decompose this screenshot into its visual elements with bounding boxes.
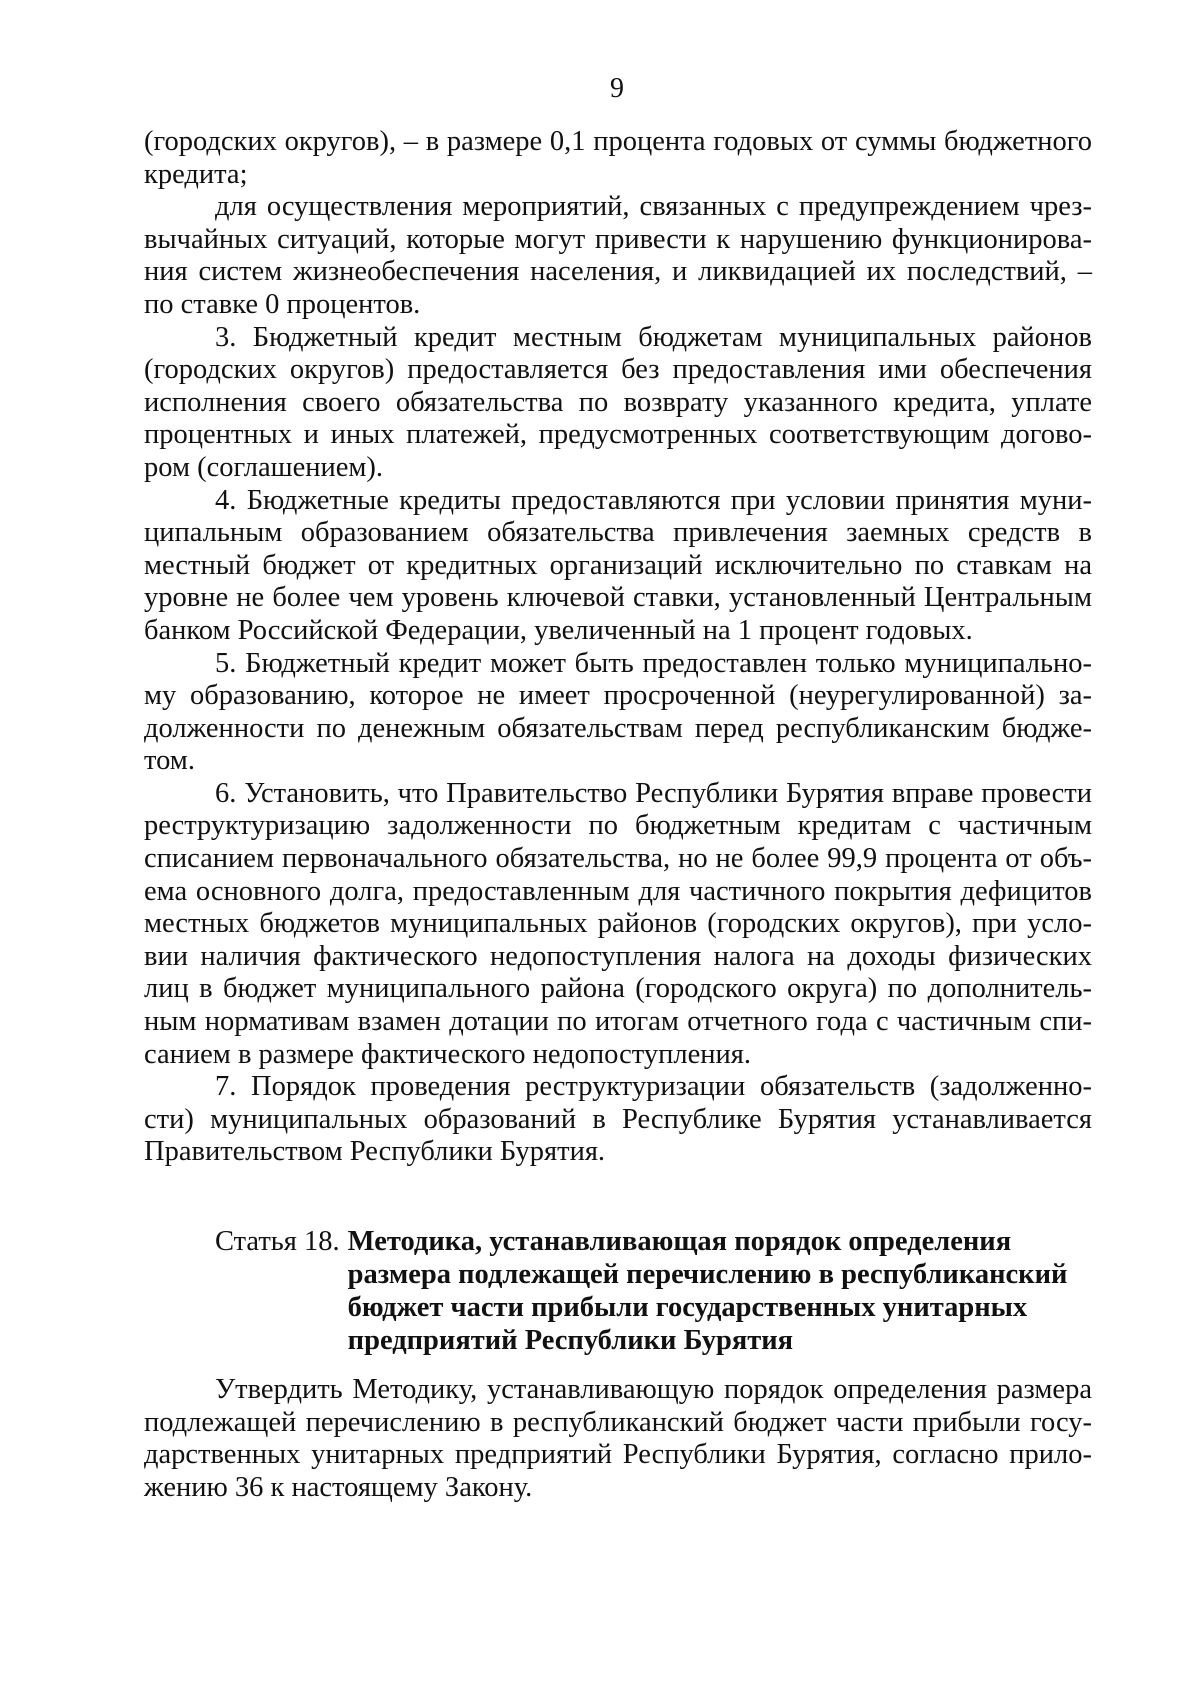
paragraph-5 xyxy=(144,648,1092,778)
text-line: 3. Бюджетный кредит местным бюджетам муниципальных районов xyxy=(215,321,1092,353)
paragraph-7 xyxy=(144,1071,1092,1169)
text-line: 6. Установить, что Правительство Республики Бурятия вправе провести xyxy=(215,777,1092,809)
article-title-line: Методика, устанавливающая порядок определения xyxy=(347,1226,1012,1257)
text-line: банком Российской Федерации, увеличенный на 1 процент годовых. xyxy=(144,614,973,646)
text-line: том. xyxy=(144,745,195,777)
text-line: процентных и иных платежей, предусмотренных соответствующим догово- xyxy=(144,419,1092,451)
text-line: му образованию, которое не имеет просроченной (неурегулированной) за- xyxy=(144,680,1092,712)
article-label: Статья 18. xyxy=(215,1226,340,1257)
text-line: местный бюджет от кредитных организаций исключительно по ставкам на xyxy=(144,549,1092,581)
text-line: вычайных ситуаций, которые могут привести к нарушению функционирова- xyxy=(144,223,1092,255)
text-line: ния систем жизнеобеспечения населения, и ликвидацией их последствий, – xyxy=(144,256,1092,288)
paragraph-3 xyxy=(144,322,1092,485)
article-title-line: бюджет части прибыли государственных унитарных xyxy=(347,1292,1028,1323)
text-line: вии наличия фактического недопоступления налога на доходы физических xyxy=(144,940,1092,972)
text-line: 7. Порядок проведения реструктуризации обязательств (задолженно- xyxy=(215,1071,1092,1103)
article-title xyxy=(348,1225,1068,1357)
text-line: (городских округов), – в размере 0,1 процента годовых от суммы бюджетного xyxy=(144,126,1092,157)
text-line: ром (соглашением). xyxy=(144,451,384,483)
text-line: списанием первоначального обязательства, но не более 99,9 процента от объ- xyxy=(144,843,1092,875)
continuation-paragraph xyxy=(144,126,1092,191)
text-line: кредита; xyxy=(144,158,248,190)
article-title-line: предприятий Республики Бурятия xyxy=(347,1325,794,1356)
text-line: исполнения своего обязательства по возврату указанного кредита, уплате xyxy=(144,386,1092,418)
text-line: уровне не более чем уровень ключевой ставки, установленный Центральным xyxy=(144,582,1092,614)
text-line: жению 36 к настоящему Закону. xyxy=(144,1471,533,1503)
paragraph-6 xyxy=(144,778,1092,1071)
text-line: санием в размере фактического недопоступления. xyxy=(144,1038,751,1070)
closing-paragraph xyxy=(144,1374,1092,1504)
text-line: ема основного долга, предоставленным для частичного покрытия дефицитов xyxy=(144,875,1092,907)
text-line: долженности по денежным обязательствам перед республиканским бюдже- xyxy=(144,712,1092,744)
text-line: ципальным образованием обязательства привлечения заемных средств в xyxy=(144,517,1092,549)
text-line: лиц в бюджет муниципального района (городского округа) по дополнитель- xyxy=(144,973,1092,1005)
text-line: реструктуризацию задолженности по бюджетным кредитам с частичным xyxy=(144,810,1092,842)
article-title-line: размера подлежащей перечислению в республиканский xyxy=(347,1259,1068,1290)
text-line: местных бюджетов муниципальных районов (городских округов), при усло- xyxy=(144,908,1092,940)
paragraph-4 xyxy=(144,485,1092,648)
text-line: 5. Бюджетный кредит может быть предоставлен только муниципально- xyxy=(215,647,1092,679)
document-body xyxy=(144,126,1092,1169)
text-line: ным нормативам взамен дотации по итогам отчетного года с частичным спи- xyxy=(144,1006,1092,1038)
text-line: дарственных унитарных предприятий Республики Бурятия, согласно прило- xyxy=(144,1439,1092,1471)
text-line: сти) муниципальных образований в Республике Бурятия устанавливается xyxy=(144,1103,1092,1135)
text-line: для осуществления мероприятий, связанных с предупреждением чрез- xyxy=(215,191,1092,223)
text-line: 4. Бюджетные кредиты предоставляются при условии принятия муни- xyxy=(215,484,1092,516)
page-number: 9 xyxy=(610,73,624,104)
text-line: Утвердить Методику, устанавливающую порядок определения размера xyxy=(215,1374,1092,1405)
emergency-paragraph xyxy=(144,191,1092,321)
article-18-heading xyxy=(144,1225,1092,1357)
text-line: по ставке 0 процентов. xyxy=(144,288,421,320)
text-line: Правительством Республики Бурятия. xyxy=(144,1136,606,1168)
text-line: (городских округов) предоставляется без предоставления ими обеспечения xyxy=(144,354,1092,386)
text-line: подлежащей перечислению в республиканский бюджет части прибыли госу- xyxy=(144,1406,1092,1438)
